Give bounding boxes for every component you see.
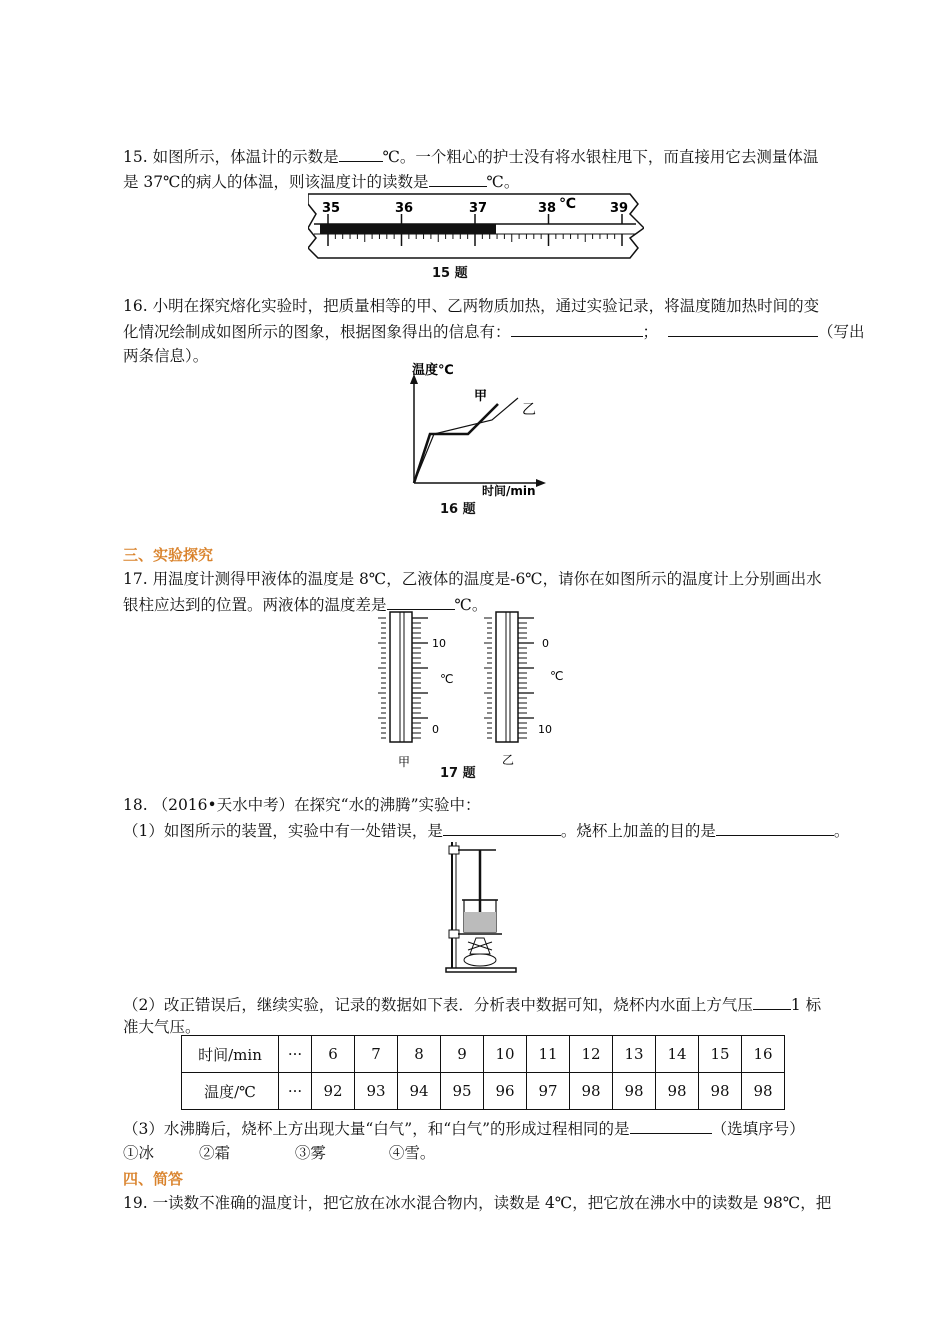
table-cell: 9 — [441, 1036, 484, 1073]
table-row-temp — [182, 1073, 785, 1110]
table-cell: 94 — [398, 1073, 441, 1110]
table-cell: 98 — [699, 1073, 742, 1110]
q16-blank1[interactable] — [511, 321, 643, 337]
table-head-temp: 温度/℃ — [182, 1073, 279, 1110]
q18-blank3[interactable] — [753, 994, 791, 1010]
q18-part3: （3）水沸腾后，烧杯上方出现大量“白气”，和“白气”的形成过程相同的是 （选填序号） — [123, 1120, 805, 1138]
section3-heading: 三、实验探究 — [123, 546, 214, 564]
q18-blank1[interactable] — [443, 820, 561, 836]
option-4: ④雪。 — [388, 1144, 436, 1162]
jia-bottom-label: 0 — [432, 723, 439, 736]
series-jia-line — [414, 404, 498, 483]
thermometer-jia — [378, 612, 428, 742]
q18-part1: （1）如图所示的装置，实验中有一处错误，是 。烧杯上加盖的目的是 。 — [123, 822, 850, 840]
scale-label-37: 37 — [469, 201, 488, 216]
q15-line2: 是 37℃的病人的体温，则该温度计的读数是 ℃。 — [123, 173, 520, 191]
q17-blank[interactable] — [387, 594, 455, 610]
q15-thermometer-figure — [308, 190, 644, 265]
q18-options — [123, 1143, 435, 1163]
q15-caption: 15 题 — [432, 266, 468, 281]
table-cell: 98 — [570, 1073, 613, 1110]
table-cell: 98 — [656, 1073, 699, 1110]
table-cell: 8 — [398, 1036, 441, 1073]
q17-caption: 17 题 — [440, 766, 476, 781]
jia-top-label: 10 — [432, 637, 446, 650]
q16-blank2[interactable] — [668, 321, 818, 337]
table-cell: 6 — [312, 1036, 355, 1073]
q16-line2: 化情况绘制成如图所示的图象，根据图象得出的信息有： ； （写出 — [123, 323, 865, 341]
option-2: ②霜 — [198, 1144, 230, 1162]
table-cell: 97 — [527, 1073, 570, 1110]
q16-line1: 16. 小明在探究熔化实验时，把质量相等的甲、乙两物质加热，通过实验记录，将温度随加热时间的变 — [123, 297, 820, 315]
q16-graph — [400, 358, 560, 498]
q19-line1: 19. 一读数不准确的温度计，把它放在冰水混合物内，读数是 4℃，把它放在沸水中的读数是 98℃，把 — [123, 1194, 832, 1212]
data-table — [181, 1035, 785, 1110]
table-row-time — [182, 1036, 785, 1073]
table-cell: 14 — [656, 1036, 699, 1073]
table-cell: ··· — [279, 1073, 312, 1110]
table-cell: 11 — [527, 1036, 570, 1073]
table-cell: 96 — [484, 1073, 527, 1110]
thermometer-yi — [484, 612, 534, 742]
q16-line3: 两条信息）。 — [123, 347, 209, 365]
table-cell: 98 — [742, 1073, 785, 1110]
boiling-apparatus-figure — [440, 838, 520, 974]
table-cell: 7 — [355, 1036, 398, 1073]
scale-label-38: 38 — [538, 201, 557, 216]
q18-blank4[interactable] — [630, 1118, 712, 1134]
table-cell: 95 — [441, 1073, 484, 1110]
q15-line1: 15. 如图所示，体温计的示数是 ℃。一个粗心的护士没有将水银柱甩下，而直接用它去测量体温 — [123, 148, 819, 166]
yi-name: 乙 — [502, 753, 515, 767]
x-axis-label: 时间/min — [482, 484, 536, 498]
yi-top-label: 0 — [542, 637, 549, 650]
y-axis-label: 温度℃ — [412, 363, 454, 378]
q18-line1: 18. （2016•天水中考）在探究“水的沸腾”实验中： — [123, 796, 481, 814]
series-yi-label: 乙 — [522, 402, 536, 418]
section4-heading: 四、简答 — [123, 1170, 184, 1188]
unit-label: ℃ — [559, 196, 576, 212]
q16-caption: 16 题 — [440, 502, 476, 517]
table-cell: 15 — [699, 1036, 742, 1073]
q18-part2-line2: 准大气压。 — [123, 1018, 201, 1036]
table-cell: 13 — [613, 1036, 656, 1073]
series-jia-label: 甲 — [474, 389, 488, 404]
yi-bottom-label: 10 — [538, 723, 552, 736]
q17-thermometers-figure — [370, 610, 580, 780]
table-cell: 12 — [570, 1036, 613, 1073]
mercury-column — [320, 224, 496, 234]
table-cell: ··· — [279, 1036, 312, 1073]
scale-label-36: 36 — [395, 201, 414, 216]
jia-name: 甲 — [398, 755, 411, 769]
q15-blank1[interactable] — [339, 146, 383, 162]
series-yi-line — [414, 398, 518, 483]
q18-blank2[interactable] — [716, 820, 834, 836]
q18-part2-line1: （2）改正错误后，继续实验，记录的数据如下表．分析表中数据可知，烧杯内水面上方气压 1 标 — [123, 996, 822, 1014]
q17-line1: 17. 用温度计测得甲液体的温度是 8℃，乙液体的温度是-6℃，请你在如图所示的温度计上分别画出水 — [123, 570, 822, 588]
q15-blank2[interactable] — [429, 171, 487, 187]
table-cell: 10 — [484, 1036, 527, 1073]
option-3: ③雾 — [294, 1144, 326, 1162]
table-head-time: 时间/min — [182, 1036, 279, 1073]
table-cell: 98 — [613, 1073, 656, 1110]
table-cell: 16 — [742, 1036, 785, 1073]
jia-unit: ℃ — [440, 672, 454, 686]
table-cell: 92 — [312, 1073, 355, 1110]
scale-label-39: 39 — [610, 201, 629, 216]
q17-line2: 银柱应达到的位置。两液体的温度差是 ℃。 — [123, 596, 488, 614]
yi-unit: ℃ — [550, 669, 564, 683]
table-cell: 93 — [355, 1073, 398, 1110]
option-1: ①冰 — [123, 1144, 155, 1162]
scale-label-35: 35 — [322, 201, 341, 216]
